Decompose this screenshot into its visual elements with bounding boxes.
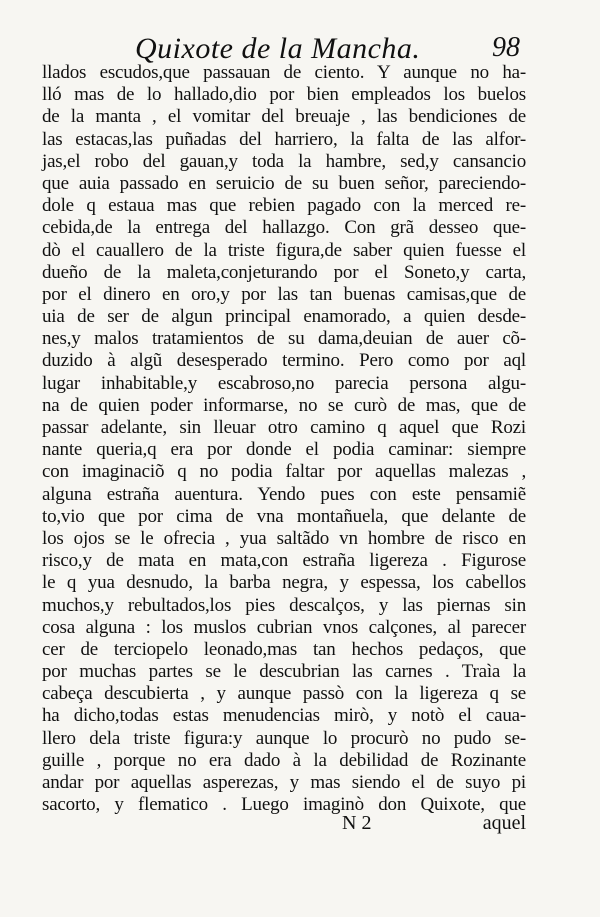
text-line: nante queria,q era por donde el podia caminar: siempre xyxy=(42,439,526,461)
text-line: jas,el robo del gauan,y toda la hambre, sed,y cansancio xyxy=(42,150,526,172)
text-line: las estacas,las puñadas del harriero, la falta de las alfor- xyxy=(42,128,526,150)
text-line: dole q estaua mas que rebien pagado con la merced re- xyxy=(42,195,526,217)
text-line: dò el cauallero de la triste figura,de saber quien fuesse el xyxy=(42,239,526,261)
page-header xyxy=(30,26,520,66)
catchword: aquel xyxy=(482,812,526,834)
text-line: guille , porque no era dado à la debilidad de Rozinante xyxy=(42,749,526,771)
text-line: to,vio que por cima de vna montañuela, que delante de xyxy=(42,505,526,527)
text-line: que auia passado en seruicio de su buen señor, pareciendo- xyxy=(42,172,526,194)
text-line: muchos,y rebultados,los pies descalços, y las piernas sin xyxy=(42,594,526,616)
text-line: cer de terciopelo leonado,mas tan hechos pedaços, que xyxy=(42,638,526,660)
text-line: de la manta , el vomitar del breuaje , las bendiciones de xyxy=(42,106,526,128)
text-line: cabeça descubierta , y aunque passò con la ligereza q se xyxy=(42,683,526,705)
text-line: sacorto, y flematico . Luego imaginò don Quixote, que xyxy=(42,794,526,816)
text-line: ha dicho,todas estas menudencias mirò, y notò el caua- xyxy=(42,705,526,727)
body-text xyxy=(42,62,526,816)
text-line: risco,y de mata en mata,con estraña ligereza . Figurose xyxy=(42,550,526,572)
text-line: con imaginaciõ q no podia faltar por aquellas malezas , xyxy=(42,461,526,483)
text-line: le q yua desnudo, la barba negra, y espessa, los cabellos xyxy=(42,572,526,594)
text-line: uia de ser de algun principal enamorado, a quien desde- xyxy=(42,306,526,328)
text-line: passar adelante, sin lleuar otro camino q aquel que Rozi xyxy=(42,417,526,438)
text-line: duzido à algũ desesperado termino. Pero como por aql xyxy=(42,350,526,372)
running-title: Quixote de la Mancha. xyxy=(135,32,421,65)
text-line: cebida,de la entrega del hallazgo. Con grã desseo que- xyxy=(42,217,526,239)
text-line: por muchas partes se le descubrian las carnes . Traìa la xyxy=(42,661,526,683)
text-line: na de quien poder informarse, no se curò de mas, que de xyxy=(42,394,526,416)
text-line: lugar inhabitable,y escabroso,no parecia persona algu- xyxy=(42,372,526,394)
text-line: por el dinero en oro,y por las tan buenas camisas,que de xyxy=(42,283,526,305)
signature-mark: N 2 xyxy=(342,812,372,834)
text-line: nes,y malos tratamientos de su dama,deuian de auer cõ- xyxy=(42,328,526,350)
text-line: dueño de la maleta,conjeturando por el Soneto,y carta, xyxy=(42,261,526,283)
text-line: los ojos se le ofrecia , yua saltãdo vn hombre de risco en xyxy=(42,527,526,549)
text-line: llero dela triste figura:y aunque lo procurò no pudo se- xyxy=(42,727,526,749)
page-number: 98 xyxy=(492,32,520,63)
page-footer xyxy=(42,812,526,840)
text-line: lló mas de lo hallado,dio por bien empleados los buelos xyxy=(42,84,526,106)
text-line: llados escudos,que passauan de ciento. Y aunque no ha- xyxy=(42,62,526,83)
text-line: alguna estraña auentura. Yendo pues con este pensamiẽ xyxy=(42,483,526,505)
text-line: andar por aquellas asperezas, y mas siendo el de suyo pi xyxy=(42,772,526,793)
text-line: cosa alguna : los muslos cubrian vnos calçones, al parecer xyxy=(42,616,526,638)
